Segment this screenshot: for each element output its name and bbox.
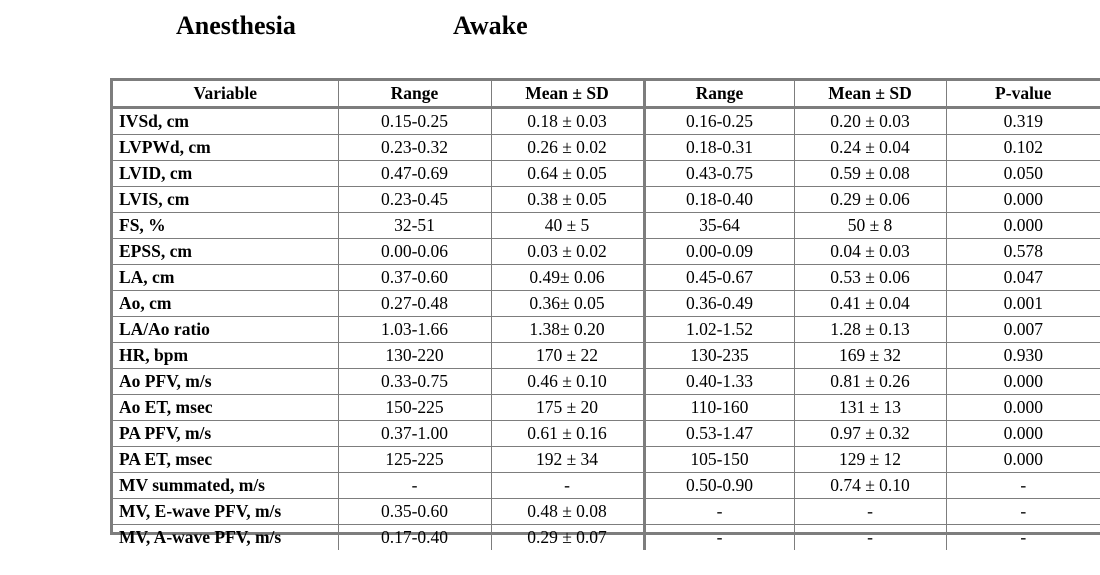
anesthesia-range-cell: 1.03-1.66 [338,317,491,343]
table-row [113,499,1100,525]
variable-cell: IVSd, cm [113,108,338,135]
awake-mean-sd-cell: 0.20 ± 0.03 [794,108,946,135]
awake-range-cell: 0.43-0.75 [644,161,794,187]
p-value-cell: 0.000 [946,395,1100,421]
anesthesia-range-cell: 0.23-0.45 [338,187,491,213]
variable-cell: HR, bpm [113,343,338,369]
awake-range-cell: 35-64 [644,213,794,239]
p-value-cell: 0.000 [946,369,1100,395]
anesthesia-mean-sd-cell: 0.29 ± 0.07 [491,525,644,551]
anesthesia-range-cell: 0.15-0.25 [338,108,491,135]
p-value-cell: 0.930 [946,343,1100,369]
awake-range-cell: 0.53-1.47 [644,421,794,447]
p-value-cell: 0.319 [946,108,1100,135]
awake-mean-sd-cell: 0.59 ± 0.08 [794,161,946,187]
awake-range-cell: 0.40-1.33 [644,369,794,395]
anesthesia-mean-sd-cell: 170 ± 22 [491,343,644,369]
awake-mean-sd-cell: 131 ± 13 [794,395,946,421]
anesthesia-range-cell: 32-51 [338,213,491,239]
anesthesia-range-cell: - [338,473,491,499]
anesthesia-range-cell: 150-225 [338,395,491,421]
anesthesia-mean-sd-cell: 0.49± 0.06 [491,265,644,291]
awake-mean-sd-cell: 129 ± 12 [794,447,946,473]
anesthesia-range-cell: 0.47-0.69 [338,161,491,187]
variable-cell: LA/Ao ratio [113,317,338,343]
p-value-cell: - [946,473,1100,499]
p-value-cell: 0.578 [946,239,1100,265]
variable-cell: MV summated, m/s [113,473,338,499]
table-row [113,447,1100,473]
anesthesia-mean-sd-cell: 40 ± 5 [491,213,644,239]
anesthesia-mean-sd-cell: 0.26 ± 0.02 [491,135,644,161]
table-row [113,395,1100,421]
anesthesia-mean-sd-cell: 0.38 ± 0.05 [491,187,644,213]
header-awake-mean-sd: Mean ± SD [794,81,946,108]
variable-cell: MV, A-wave PFV, m/s [113,525,338,551]
awake-range-cell: 0.45-0.67 [644,265,794,291]
anesthesia-range-cell: 0.17-0.40 [338,525,491,551]
anesthesia-mean-sd-cell: 0.61 ± 0.16 [491,421,644,447]
table-row [113,213,1100,239]
variable-cell: Ao ET, msec [113,395,338,421]
p-value-cell: 0.001 [946,291,1100,317]
awake-range-cell: 1.02-1.52 [644,317,794,343]
anesthesia-range-cell: 0.00-0.06 [338,239,491,265]
p-value-cell: - [946,525,1100,551]
anesthesia-mean-sd-cell: 0.64 ± 0.05 [491,161,644,187]
awake-mean-sd-cell: 0.24 ± 0.04 [794,135,946,161]
p-value-cell: 0.050 [946,161,1100,187]
p-value-cell: 0.047 [946,265,1100,291]
anesthesia-range-cell: 0.37-1.00 [338,421,491,447]
p-value-cell: 0.000 [946,213,1100,239]
anesthesia-mean-sd-cell: 1.38± 0.20 [491,317,644,343]
variable-cell: LVID, cm [113,161,338,187]
awake-range-cell: - [644,499,794,525]
variable-cell: PA ET, msec [113,447,338,473]
table-row [113,317,1100,343]
anesthesia-range-cell: 0.37-0.60 [338,265,491,291]
awake-mean-sd-cell: 0.53 ± 0.06 [794,265,946,291]
awake-mean-sd-cell: - [794,499,946,525]
awake-mean-sd-cell: 0.41 ± 0.04 [794,291,946,317]
variable-cell: EPSS, cm [113,239,338,265]
variable-cell: Ao PFV, m/s [113,369,338,395]
awake-range-cell: 0.18-0.40 [644,187,794,213]
anesthesia-mean-sd-cell: 0.36± 0.05 [491,291,644,317]
table-row [113,135,1100,161]
p-value-cell: 0.000 [946,187,1100,213]
table-row [113,343,1100,369]
anesthesia-mean-sd-cell: 192 ± 34 [491,447,644,473]
awake-range-cell: 0.50-0.90 [644,473,794,499]
p-value-cell: - [946,499,1100,525]
awake-mean-sd-cell: 50 ± 8 [794,213,946,239]
anesthesia-mean-sd-cell: 0.03 ± 0.02 [491,239,644,265]
anesthesia-mean-sd-cell: - [491,473,644,499]
awake-mean-sd-cell: 0.81 ± 0.26 [794,369,946,395]
p-value-cell: 0.102 [946,135,1100,161]
awake-range-cell: - [644,525,794,551]
awake-mean-sd-cell: 0.04 ± 0.03 [794,239,946,265]
header-row [113,81,1100,108]
header-anesthesia-mean-sd: Mean ± SD [491,81,644,108]
awake-mean-sd-cell: 0.29 ± 0.06 [794,187,946,213]
awake-range-cell: 0.18-0.31 [644,135,794,161]
table-row [113,421,1100,447]
variable-cell: FS, % [113,213,338,239]
variable-cell: MV, E-wave PFV, m/s [113,499,338,525]
awake-range-cell: 110-160 [644,395,794,421]
anesthesia-mean-sd-cell: 0.48 ± 0.08 [491,499,644,525]
awake-mean-sd-cell: - [794,525,946,551]
anesthesia-group-label: Anesthesia [176,11,296,40]
table-row [113,108,1100,135]
anesthesia-range-cell: 0.27-0.48 [338,291,491,317]
table-row [113,187,1100,213]
anesthesia-mean-sd-cell: 0.18 ± 0.03 [491,108,644,135]
header-anesthesia-range: Range [338,81,491,108]
awake-range-cell: 130-235 [644,343,794,369]
anesthesia-mean-sd-cell: 0.46 ± 0.10 [491,369,644,395]
variable-cell: Ao, cm [113,291,338,317]
awake-range-cell: 0.36-0.49 [644,291,794,317]
anesthesia-mean-sd-cell: 175 ± 20 [491,395,644,421]
table-row [113,239,1100,265]
awake-group-label: Awake [453,11,528,40]
echocardiography-table [110,78,1100,547]
variable-cell: LVPWd, cm [113,135,338,161]
table-row [113,369,1100,395]
data-table [113,81,1100,550]
table-row [113,161,1100,187]
header-variable: Variable [113,81,338,108]
awake-range-cell: 0.16-0.25 [644,108,794,135]
awake-range-cell: 0.00-0.09 [644,239,794,265]
table-row [113,473,1100,499]
table-row [113,265,1100,291]
variable-cell: LVIS, cm [113,187,338,213]
awake-mean-sd-cell: 1.28 ± 0.13 [794,317,946,343]
awake-mean-sd-cell: 0.74 ± 0.10 [794,473,946,499]
anesthesia-range-cell: 0.23-0.32 [338,135,491,161]
variable-cell: PA PFV, m/s [113,421,338,447]
p-value-cell: 0.007 [946,317,1100,343]
table-row [113,291,1100,317]
anesthesia-range-cell: 0.33-0.75 [338,369,491,395]
anesthesia-range-cell: 130-220 [338,343,491,369]
anesthesia-range-cell: 125-225 [338,447,491,473]
table-row [113,525,1100,551]
variable-cell: LA, cm [113,265,338,291]
header-p-value: P-value [946,81,1100,108]
anesthesia-range-cell: 0.35-0.60 [338,499,491,525]
header-awake-range: Range [644,81,794,108]
awake-mean-sd-cell: 169 ± 32 [794,343,946,369]
awake-mean-sd-cell: 0.97 ± 0.32 [794,421,946,447]
awake-range-cell: 105-150 [644,447,794,473]
p-value-cell: 0.000 [946,447,1100,473]
p-value-cell: 0.000 [946,421,1100,447]
